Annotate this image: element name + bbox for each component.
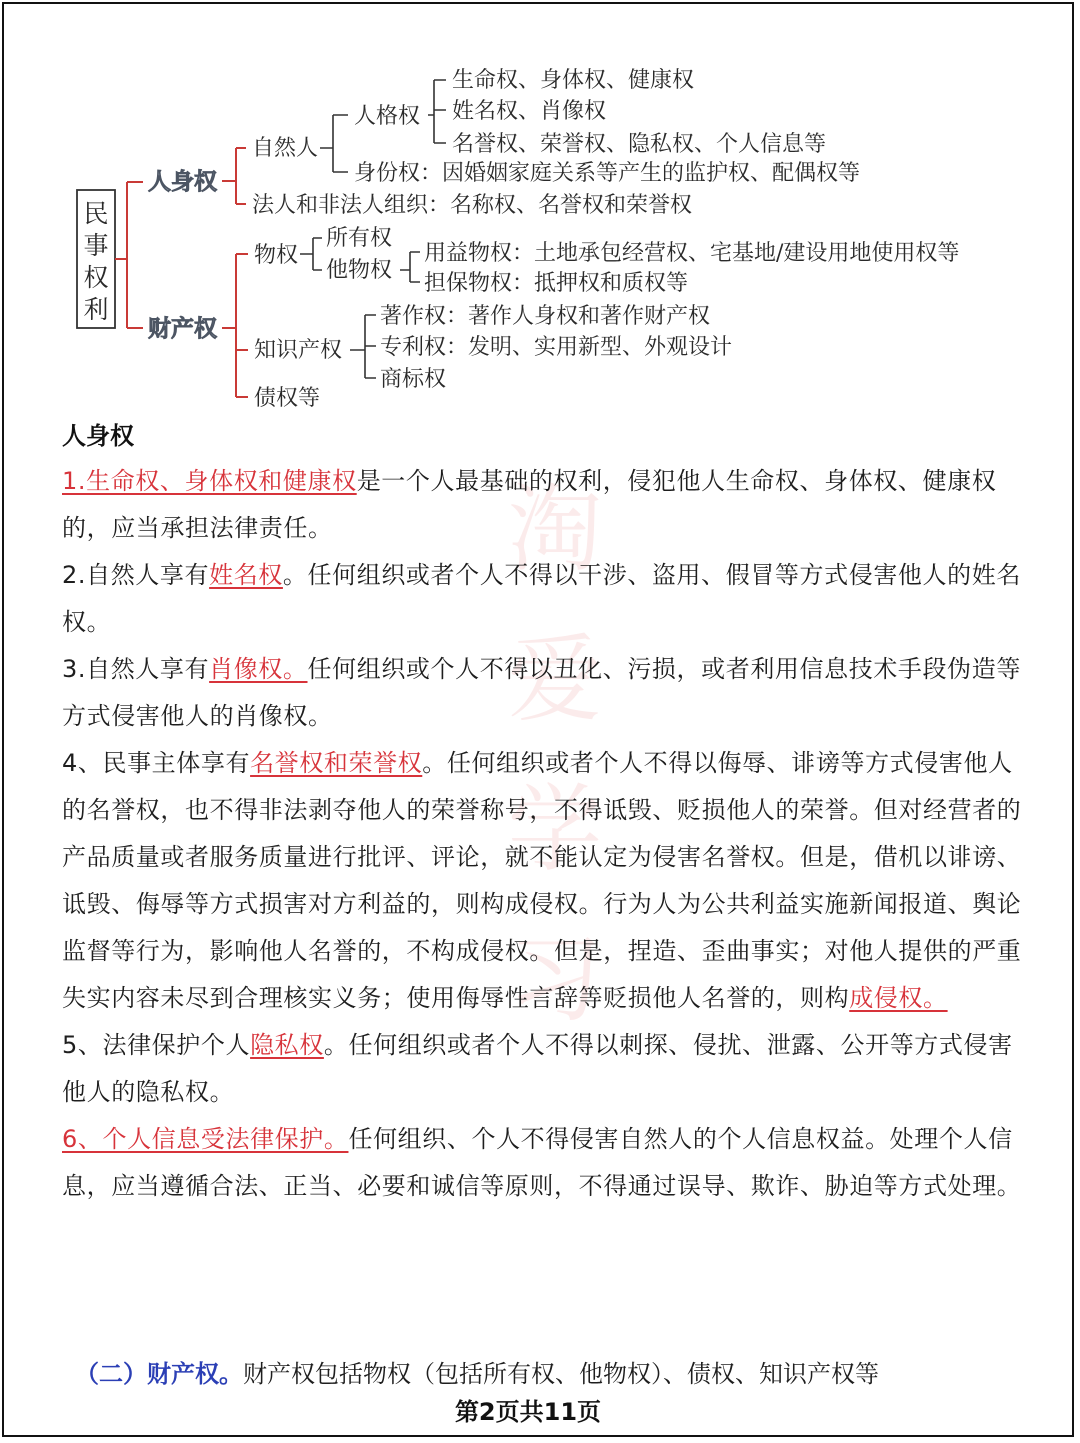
watermark-char: 淘 xyxy=(507,475,603,585)
paragraph xyxy=(62,552,1022,646)
paragraph-text: 。任何组织或者个人不得以刺探、侵扰、泄露、公开等方式侵害他人的隐私权。 xyxy=(62,1031,1013,1106)
highlight-term: 隐私权 xyxy=(250,1031,324,1059)
category-property-rights: 财产权 xyxy=(148,316,217,342)
root-char: 民 xyxy=(83,199,109,228)
usufruct-label: 用益物权：土地承包经营权、宅基地/建设用地使用权等 xyxy=(424,241,960,266)
paragraph-lead: 3.自然人享有 xyxy=(62,655,210,683)
personality-connector xyxy=(428,80,446,143)
personality-item: 名誉权、荣誉权、隐私权、个人信息等 xyxy=(452,132,827,157)
personality-item: 姓名权、肖像权 xyxy=(452,99,607,124)
natural-person-label: 自然人 xyxy=(252,136,319,161)
ip-connector xyxy=(350,315,376,378)
paragraph-lead: 4、民事主体享有 xyxy=(62,749,251,777)
ip-item: 著作权：著作人身权和著作财产权 xyxy=(380,304,711,329)
ip-item: 专利权：发明、实用新型、外观设计 xyxy=(380,335,733,360)
paragraph-text: 任何组织、个人不得侵害自然人的个人信息权益。处理个人信息，应当遵循合法、正当、必要和诚信等原则，不得通过误导、欺诈、胁迫等方式处理。 xyxy=(62,1125,1022,1200)
paragraph-lead: 2.自然人享有 xyxy=(62,561,210,589)
paragraph-text: 任何组织或个人不得以丑化、污损，或者利用信息技术手段伪造等方式侵害他人的肖像权。 xyxy=(62,655,1021,730)
paragraph-text: 是一个人最基础的权利，侵犯他人生命权、身体权、健康权的，应当承担法律责任。 xyxy=(62,467,997,542)
highlight-term: 成侵权。 xyxy=(849,984,948,1012)
root-char: 权 xyxy=(83,263,109,292)
highlight-term: 姓名权 xyxy=(209,561,283,589)
article-body xyxy=(62,458,1022,1210)
personality-item: 生命权、身体权、健康权 xyxy=(452,68,695,93)
ip-item: 商标权 xyxy=(380,367,447,392)
paragraph-text: 。任何组织或者个人不得以侮辱、诽谤等方式侵害他人的名誉权，也不得非法剥夺他人的荣誉称号，不得诋毁、贬损他人的荣誉。但对经营者的产品质量或者服务质量进行批评、评论，就不能认定为侵害名誉权。但是，借机以诽谤、诋毁、侮辱等方式损害对方利益的，则构成侵权。行为人为公共利益实施新闻报道、舆论监督等行为，影响他人名誉的，不构成侵权。但是，捏造、歪曲事实；对他人提供的严重失实内容未尽到合理核实义务；使用侮辱性言辞等贬损他人名誉的，则构 xyxy=(62,749,1022,1012)
paragraph xyxy=(62,740,1022,1022)
legal-person-label: 法人和非法人组织：名称权、名誉权和荣誉权 xyxy=(252,193,693,218)
limited-connector xyxy=(400,252,420,282)
paragraph xyxy=(62,458,1022,552)
paragraph-lead: 5、法律保护个人 xyxy=(62,1031,251,1059)
highlight-term: 名誉权和荣誉权 xyxy=(250,749,423,777)
highlight-term: 1.生命权、身体权和健康权 xyxy=(62,467,357,495)
ownership-label: 所有权 xyxy=(326,226,393,251)
paragraph xyxy=(62,1116,1022,1210)
watermark-char: 学 xyxy=(507,775,603,885)
paragraph xyxy=(62,1022,1022,1116)
security-right-label: 担保物权：抵押权和质权等 xyxy=(424,271,689,296)
root-connector xyxy=(115,182,143,328)
sub-heading-label: （二）财产权。 xyxy=(75,1360,243,1388)
paragraph-text: 。任何组织或者个人不得以干涉、盗用、假冒等方式侵害他人的姓名权。 xyxy=(62,561,1021,636)
rights-mind-map xyxy=(0,0,1080,420)
real-right-label: 物权 xyxy=(254,243,299,268)
natural-connector xyxy=(320,115,348,172)
root-char: 利 xyxy=(83,295,109,324)
highlight-term: 肖像权。 xyxy=(209,655,308,683)
limited-real-right-label: 他物权 xyxy=(326,258,393,283)
category-personal-rights: 人身权 xyxy=(148,169,217,195)
identity-right-label: 身份权：因婚姻家庭关系等产生的监护权、配偶权等 xyxy=(354,161,861,186)
root-char: 事 xyxy=(83,231,109,260)
personality-right-label: 人格权 xyxy=(354,104,421,129)
personal-connector xyxy=(222,148,246,204)
watermark-char: 爱 xyxy=(507,625,603,735)
property-connector xyxy=(222,254,248,397)
page-number: 第2页共11页 xyxy=(454,1398,602,1426)
property-rights-heading xyxy=(75,1356,879,1392)
highlight-term: 6、个人信息受法律保护。 xyxy=(62,1125,349,1153)
debt-right-label: 债权等 xyxy=(254,386,321,411)
real-connector xyxy=(300,238,322,270)
section-title: 人身权 xyxy=(62,422,134,450)
sub-heading-text: 财产权包括物权（包括所有权、他物权）、债权、知识产权等 xyxy=(243,1360,879,1388)
paragraph xyxy=(62,646,1022,740)
watermark-char: 习 xyxy=(507,925,603,1035)
ip-label: 知识产权 xyxy=(254,338,343,363)
